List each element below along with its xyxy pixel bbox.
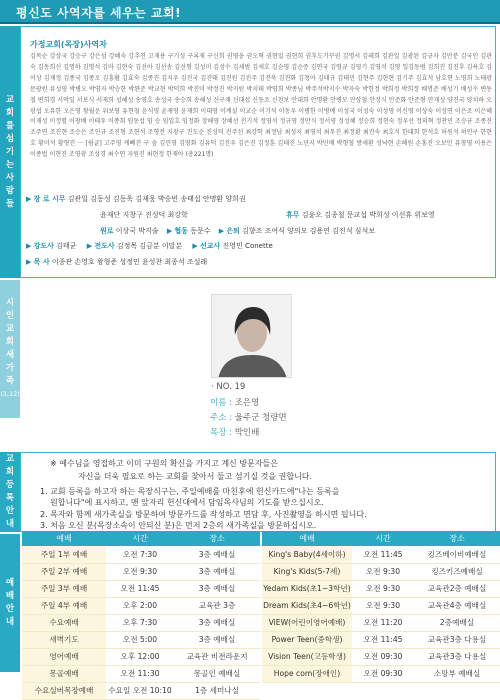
table-cell: 수요실버목장예배 <box>22 682 106 699</box>
new-member-number: · NO. 19 <box>211 382 246 392</box>
table-cell: 오전 11:45 <box>106 580 174 597</box>
table-cell: 3층 예배실 <box>174 563 260 580</box>
table-cell: 수요예배 <box>22 614 106 631</box>
table-cell: 3층 예배실 <box>174 580 260 597</box>
table-cell: Yedam Kids(초1~3학년) <box>262 580 352 597</box>
table-cell: Vision Teen(고등학생) <box>262 648 352 665</box>
table-cell: 오전 9:30 <box>106 563 174 580</box>
role-line-elders-2: 윤재단 지창구 진성덕 최강학 <box>100 211 188 219</box>
table-cell: 오전 9:30 <box>352 580 414 597</box>
table-cell: 영어예배 <box>22 648 106 665</box>
table-cell: King's Kids(5-7세) <box>262 563 352 580</box>
table-row <box>22 665 260 682</box>
side-label-church-servants: 교 회 를 섬 기 는 사 람 들 <box>0 26 20 278</box>
table-cell: 주일 3부 예배 <box>22 580 106 597</box>
new-member-address: 주소 : 울주군 청량면 <box>210 413 287 423</box>
table-cell: 새벽기도 <box>22 631 106 648</box>
section1-title: 가정교회(목장)사역자 <box>30 40 107 49</box>
worship-table-right: 예배 시간 장소 King's Baby(4세이하) 오전 11:45 킹즈베이비예배실 King's Kids(5-7세) 오전 9:30 킹즈키즈예배실 Yedam Kids(초1~3학년) 오전 9:30 교육관2층 예배실 Dream Kids(초4~6학년) 오전 9:30 교육관4층 예배실 ViEW(어린이영어예배) 오전 11:20 2층예배실 Power Teen(중학생) 오전 11:45 교육관3층 다용실 Vision Teen(고등학생) 오전 09:30 교육관3층 다용실 Hope com(장애인) 오전 09:30 소망부 예배실 <box>262 531 500 683</box>
table-cell: 3층 예배실 <box>174 631 260 648</box>
triangle-marker-icon: ▶ <box>26 242 32 250</box>
table-cell: 오후 2:00 <box>106 597 174 614</box>
triangle-marker-icon: ▶ <box>218 227 225 235</box>
new-member-photo <box>211 294 292 378</box>
table-cell: 오후 7:30 <box>106 614 174 631</box>
table-cell: 오전 9:30 <box>352 597 414 614</box>
worship-table-left: 예배 시간 장소 주일 1부 예배 오전 7:30 3층 예배실 주일 2부 예배 오전 9:30 3층 예배실 주일 3부 예배 오전 11:45 3층 예배실 주일 4부 예배 오후 2:00 교육관 3층 수요예배 오후 7:30 3층 예배실 새벽기도 오전 5:00 3층 예배실 영어예배 오후 12:00 교육관 비전라운지 몽골예배 오전 11:30 몽골인 예배실 수요실버목장예배 수요일 오전 10:10 1층 세미나실 <box>22 531 260 700</box>
table-cell: 교육관 3층 <box>174 597 260 614</box>
table-row <box>262 614 500 631</box>
registration-step-3: 3. 처음 오신 분(목장소속이 안되신 분)은 먼저 2층의 새가족실을 방문하십시오. <box>40 521 317 530</box>
triangle-marker-icon: ▶ <box>86 242 93 250</box>
table-cell: 오전 09:30 <box>352 665 414 682</box>
new-member-name: 이름 : 조은영 <box>210 398 260 408</box>
side-label-worship: 예 배 안 내 <box>0 534 20 672</box>
table-cell: 킹즈베이비예배실 <box>414 546 500 563</box>
table-cell: 1층 세미나실 <box>174 682 260 699</box>
table-cell: 킹즈키즈예배실 <box>414 563 500 580</box>
role-line-pastors: ▶ 목 사 이종관 손영호 왕형준 성정민 윤성찬 최종석 조설래 <box>26 258 208 266</box>
table-row <box>262 648 500 665</box>
table-cell: 오전 7:30 <box>106 546 174 563</box>
new-member-cell-group: 목장 : 박인배 <box>210 428 260 438</box>
table-cell: 교육관4층 예배실 <box>414 597 500 614</box>
title-bar <box>0 0 500 24</box>
table-row <box>262 597 500 614</box>
table-cell: Hope com(장애인) <box>262 665 352 682</box>
table-row <box>262 563 500 580</box>
table-cell: ViEW(어린이영어예배) <box>262 614 352 631</box>
table-cell: 교육관3층 다용실 <box>414 631 500 648</box>
table-cell: Power Teen(중학생) <box>262 631 352 648</box>
table-cell: Dream Kids(초4~6학년) <box>262 597 352 614</box>
table-row <box>22 631 260 648</box>
registration-step-1a: 1. 교회 등록을 하고자 하는 목장식구는, 주일예배를 마친후에 헌신카드에"나는 등록을 <box>40 487 340 496</box>
table-cell: 소망부 예배실 <box>414 665 500 682</box>
table-cell: 교육관 비전라운지 <box>174 648 260 665</box>
servant-names-list: 김목순 강상국 강승구 강은섬 강혜숙 강추진 고재용 구기성 구록재 구신희 권영웅 권오혁 권현일 권현희 권후도기꾸권 김명서 김레희 김관일 김광된 김규자 김만분 김국인 김관숙 김동희신 김명하 김명석 김마 김현숙 김선아 김선송 김선형 김성미 김성수 김세범 김세호 김순영 김순증 김연국 김영규 김영기 김영석 김영 일김동범 김희진 김진후 김욕호 김이상 김재정 김종국 김종오 김흥활 김효숙 김종진 김지우 김진국 김진태 김진원 김진주 김진욱 김진화 김청아 김태규 김태민 김현주 김현현 김기주 김효석 남호현 노영희 노태광 문광원 류성영 박병오 박영자 박승한 박완준 박교현 박덕희 박진미 박정진 박지원 박지태 박영희 박종님 박주석박지수 박자숙 박헌정 박희정 박희정 배명준 배성기 배성수 변동철 변희경 서막일 서보식 서재희 성혜성 송영호 송성국 송승희 송해성 신구재 신대섭 신동조 신천보 안대희 안명환 안병모 안상철 안정식 안준화 안준형 안재성 양진국 양치하 오광섭 오유한 오은영 왕월운 위보영 유현철 윤석영 윤재영 윤재희 이대영 이계설 이교순 이기석 이동우 이병한 이병예 이성국 이성숙 이성영 이신영 이상숙 이성연 이은조 이은혜 이재성 이정렬 이창배 이태우 이종회 임동섭 임 승 임일호 임정화 장해영 장혜선 전기석 정영석 정규영 정만식 정서영 정성혜 정승희 정현숙 정우선 정의혁 정찬민 조승균 조종진 조주연 조진현 조승은 조인규 조진형 조현석 조형전 지창구 진도순 진성덕 진주선 최강학 최정남 최성지 최영석 최우진 최정환 최진숙 최호식 한대희 한석호 허원석 허인구 한현호 황미석 황형진 ㅡ [쉼글] 고주영 케빼진 구 숲 김민영 김영화 김유덕 김진우 김은진 김정훈 김태진 노민지 박민배 박형철 방세환 성낙현 손혜원 손홍진 오보민 유창영 이용은 이종법 이현진 조영광 조성경 최수연 지원진 최현정 한재아 (총221명) <box>30 53 492 159</box>
table-cell: 오전 11:45 <box>352 546 414 563</box>
table-cell: 오전 09:30 <box>352 648 414 665</box>
registration-step-1b: 원합니다"에 표시하고, 맨 앞자리 헌신대에서 담임목사님의 기도를 받으십시오. <box>50 498 324 507</box>
table-cell: 주일 2부 예배 <box>22 563 106 580</box>
table-row <box>262 580 500 597</box>
table-cell: 오전 11:45 <box>352 631 414 648</box>
table-cell: 수요일 오전 10:10 <box>106 682 174 699</box>
table-cell: 교육관2층 예배실 <box>414 580 500 597</box>
table-cell: 오후 12:00 <box>106 648 174 665</box>
table-row <box>22 563 260 580</box>
role-line-evangelists: ▶ 강도사 김태균 ▶ 전도사 김정목 김금분 이말분 ▶ 선교사 진영민 Conette <box>26 242 273 250</box>
table-cell: 주일 1부 예배 <box>22 546 106 563</box>
table-row <box>22 580 260 597</box>
registration-lead-1: ※ 예수님을 영접하고 이미 구원의 확신을 가지고 계신 방문자들은 <box>50 459 278 468</box>
table-row <box>262 631 500 648</box>
table-cell: 주일 4부 예배 <box>22 597 106 614</box>
triangle-marker-icon: ▶ <box>166 227 173 235</box>
side-label-new-family: 시 인 교 회 새 가 족 (3,12) <box>0 280 20 418</box>
table-cell: 오전 11:30 <box>106 665 174 682</box>
table-cell: 3층 예배실 <box>174 546 260 563</box>
table-row <box>22 648 260 665</box>
triangle-marker-icon: ▶ <box>192 242 198 250</box>
registration-step-2: 2. 목자와 함께 새가족실을 방문하여 방문카드를 작성하고 면담 후, 사진촬영을 하시면 됩니다. <box>40 510 367 519</box>
table-cell: 교육관3층 다용실 <box>414 648 500 665</box>
role-line-elders: ▶ 장 로 시무 김관일 김동성 김동욱 김재웅 박승빈 송태섭 안명환 양희권 <box>26 195 246 203</box>
table-cell: 몽골인 예배실 <box>174 665 260 682</box>
table-row <box>22 546 260 563</box>
table-row <box>22 614 260 631</box>
table-cell: 3층 예배실 <box>174 614 260 631</box>
side-label-registration: 교 회 등 록 안 내 <box>0 452 20 532</box>
triangle-marker-icon: ▶ <box>26 195 32 203</box>
page-title: 평신도 사역자를 세우는 교회! <box>16 6 182 20</box>
role-line-rest: 휴무 김윤오 김종철 문교섭 박희성 이선휴 위보영 <box>286 211 435 219</box>
table-row <box>262 665 500 682</box>
table-row <box>22 597 260 614</box>
table-cell: 오전 11:20 <box>352 614 414 631</box>
registration-lead-2: 자신을 더욱 필요로 하는 교회를 찾아서 둘고 섬기실 것을 권합니다. <box>78 472 313 481</box>
table-row <box>262 546 500 563</box>
triangle-marker-icon: ▶ <box>26 258 32 266</box>
table-row <box>22 682 260 699</box>
table-cell: 오전 5:00 <box>106 631 174 648</box>
table-cell: 오전 9:30 <box>352 563 414 580</box>
table-cell: 2층예배실 <box>414 614 500 631</box>
role-line-emeritus: 원로 이상국 박지술 ▶ 협동 동문수 ▶ 은퇴 김향조 조여식 양의모 김용연 김진석 심석보 <box>100 227 375 235</box>
table-cell: King's Baby(4세이하) <box>262 546 352 563</box>
table-cell: 몽골예배 <box>22 665 106 682</box>
